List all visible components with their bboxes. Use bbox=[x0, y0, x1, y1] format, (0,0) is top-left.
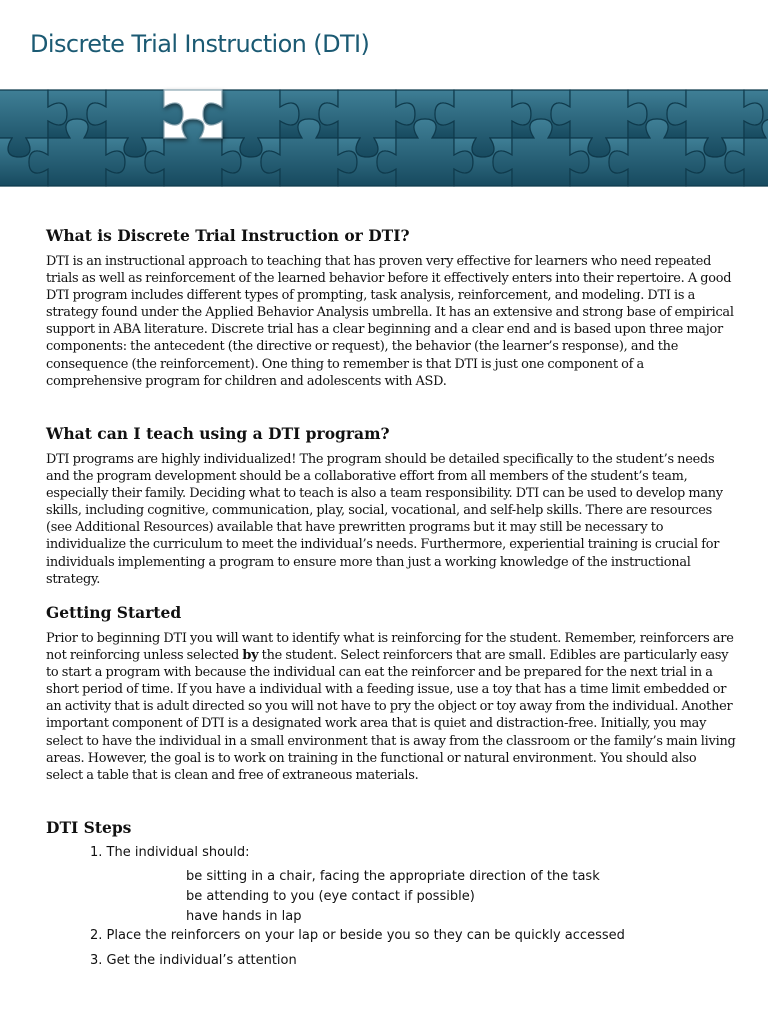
step-3: 3. Get the individual’s attention bbox=[90, 953, 297, 968]
step-1: 1. The individual should: bbox=[90, 845, 250, 860]
paragraph-what-can-i-teach: DTI programs are highly individualized! The program should be detailed specifically to the student’s needs and the program development should be a collaborative effort from all members of the student’s team, especially their family. Deciding what to teach is also a team responsibility. DTI can be used to develop many skills, including cognitive, communication, play, social, vocational, and self-help skills. There are resources (see Additional Resources) available that have prewritten programs but it may still be necessary to individualize the curriculum to meet the individual’s needs. Furthermore, experiential training is crucial for individuals implementing a program to ensure more than just a working knowledge of the instructional strategy. bbox=[46, 452, 723, 587]
getting-started-text-part1: Prior to beginning DTI you will want to identify what is reinforcing for the student. Remember, reinforcers are not reinforcing unless selected bbox=[46, 631, 734, 664]
puzzle-banner-icon bbox=[0, 76, 768, 200]
paragraph-getting-started bbox=[46, 630, 736, 784]
bold-word-by: by bbox=[242, 648, 259, 664]
step-1-item: be sitting in a chair, facing the appropriate direction of the task bbox=[186, 869, 600, 884]
section-heading-dti-steps: DTI Steps bbox=[46, 818, 132, 837]
step-2: 2. Place the reinforcers on your lap or beside you so they can be quickly accessed bbox=[90, 928, 625, 943]
step-1-item: have hands in lap bbox=[186, 909, 302, 924]
getting-started-text-part2: the student. Select reinforcers that are small. Edibles are particularly easy to start a program with because the individual can eat the reinforcer and be prepared for the next trial in a short period of time. If you have a individual with a feeding issue, use a toy that has a time limit embedded or an activity that is adult directed so you will not have to pry the object or toy away from the individual. Another important component of DTI is a designated work area that is quiet and distraction-free. Initially, you may select to have the individual in a small environment that is away from the classroom or the family’s main living areas. However, the goal is to work on training in the functional or natural environment. You should also select a table that is clean and free of extraneous materials. bbox=[46, 648, 736, 783]
document-title: Discrete Trial Instruction (DTI) bbox=[30, 30, 370, 58]
section-heading-what-can-i-teach: What can I teach using a DTI program? bbox=[46, 424, 390, 443]
section-heading-getting-started: Getting Started bbox=[46, 603, 182, 622]
step-1-item: be attending to you (eye contact if possible) bbox=[186, 889, 475, 904]
paragraph-what-is-dti: DTI is an instructional approach to teaching that has proven very effective for learners who need repeated trials as well as reinforcement of the learned behavior before it effectively enters into their repertoire. A good DTI program includes different types of prompting, task analysis, reinforcement, and modeling. DTI is a strategy found under the Applied Behavior Analysis umbrella. It has an extensive and strong base of empirical support in ABA literature. Discrete trial has a clear beginning and a clear end and is based upon three major components: the antecedent (the directive or request), the behavior (the learner’s response), and the consequence (the reinforcement). One thing to remember is that DTI is just one component of a comprehensive program for children and adolescents with ASD. bbox=[46, 254, 734, 389]
section-heading-what-is-dti: What is Discrete Trial Instruction or DTI? bbox=[46, 226, 410, 245]
